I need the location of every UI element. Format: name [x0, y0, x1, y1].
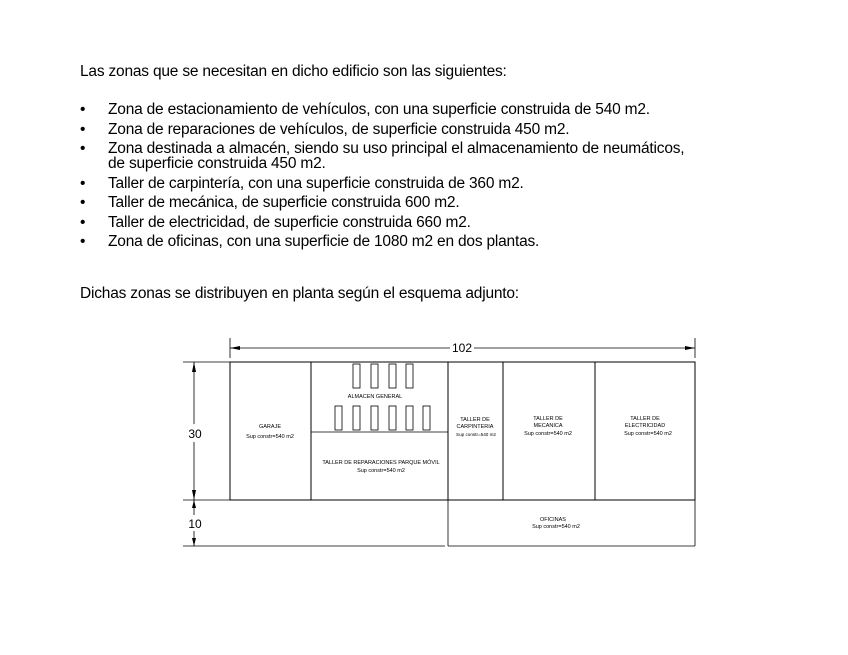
bullet-icon: • — [80, 140, 86, 157]
arrow-right-icon — [685, 346, 695, 350]
arrow-left-icon — [230, 346, 240, 350]
shelf-rack — [389, 406, 396, 430]
bullet-icon: • — [80, 174, 86, 192]
dim-width-label: 102 — [451, 341, 473, 355]
zone-text: Zona de estacionamiento de vehículos, con una superficie construida de 540 m2. — [108, 101, 650, 118]
shelf-rack — [389, 364, 396, 388]
shelf-rack — [353, 406, 360, 430]
room-garaje-area: Sup constr=540 m2 — [246, 434, 294, 440]
room-carpinteria-line2: CARPINTERIA — [456, 424, 494, 430]
room-carpinteria-line1: TALLER DE — [460, 417, 490, 423]
shelf-rack — [335, 406, 342, 430]
room-oficinas-name: OFICINAS — [540, 517, 566, 523]
shelf-rack — [371, 406, 378, 430]
bullet-icon: • — [80, 120, 86, 138]
room-garaje-name: GARAJE — [258, 424, 282, 430]
bullet-icon: • — [80, 194, 86, 211]
bullet-icon: • — [80, 233, 86, 250]
room-electricidad-line1: TALLER DE — [630, 416, 660, 422]
shelf-rack — [406, 364, 413, 388]
distribution-text: Dichas zonas se distribuyen en planta según el esquema adjunto: — [80, 285, 519, 302]
arrow-up-icon — [192, 500, 196, 508]
zone-text: Zona destinada a almacén, siendo su uso principal el almacenamiento de neumáticos, de superficie construida 450 m2. — [108, 140, 685, 172]
room-reparaciones-name: TALLER DE REPARACIONES PARQUE MÓVIL — [322, 460, 440, 466]
bullet-icon: • — [80, 101, 86, 118]
shelf-rack — [423, 406, 430, 430]
room-electricidad-line2: ELECTRICIDAD — [624, 423, 666, 429]
intro-text: Las zonas que se necesitan en dicho edificio son las siguientes: — [80, 63, 507, 80]
room-mecanica-line1: TALLER DE — [533, 416, 563, 422]
room-electricidad-area: Sup constr=540 m2 — [624, 431, 672, 437]
room-oficinas-area: Sup constr=540 m2 — [532, 524, 580, 530]
room-almacen-name: ALMACEN GENERAL — [347, 394, 403, 400]
zone-text: Zona de oficinas, con una superficie de 1080 m2 en dos plantas. — [108, 233, 540, 250]
arrow-down-icon — [192, 490, 196, 500]
arrow-down-icon — [192, 538, 196, 546]
zone-text: Taller de electricidad, de superficie construida 660 m2. — [108, 213, 471, 231]
room-carpinteria-area: Sup constr=540 m2 — [456, 432, 496, 437]
room-mecanica-line2: MECANICA — [533, 423, 563, 429]
shelf-rack — [353, 364, 360, 388]
shelf-rack — [371, 364, 378, 388]
zone-text: Zona de reparaciones de vehículos, de superficie construida 450 m2. — [108, 120, 570, 138]
zone-text: Taller de carpintería, con una superficie construida de 360 m2. — [108, 174, 524, 192]
room-reparaciones-area: Sup constr=540 m2 — [357, 468, 405, 474]
arrow-up-icon — [192, 362, 196, 372]
bullet-icon: • — [80, 213, 86, 231]
room-mecanica-area: Sup constr=540 m2 — [524, 431, 572, 437]
shelf-rack — [406, 406, 413, 430]
zone-text: Taller de mecánica, de superficie construida 600 m2. — [108, 194, 460, 211]
dim-height-offices-label: 10 — [188, 517, 202, 531]
dim-height-main-label: 30 — [188, 427, 202, 441]
